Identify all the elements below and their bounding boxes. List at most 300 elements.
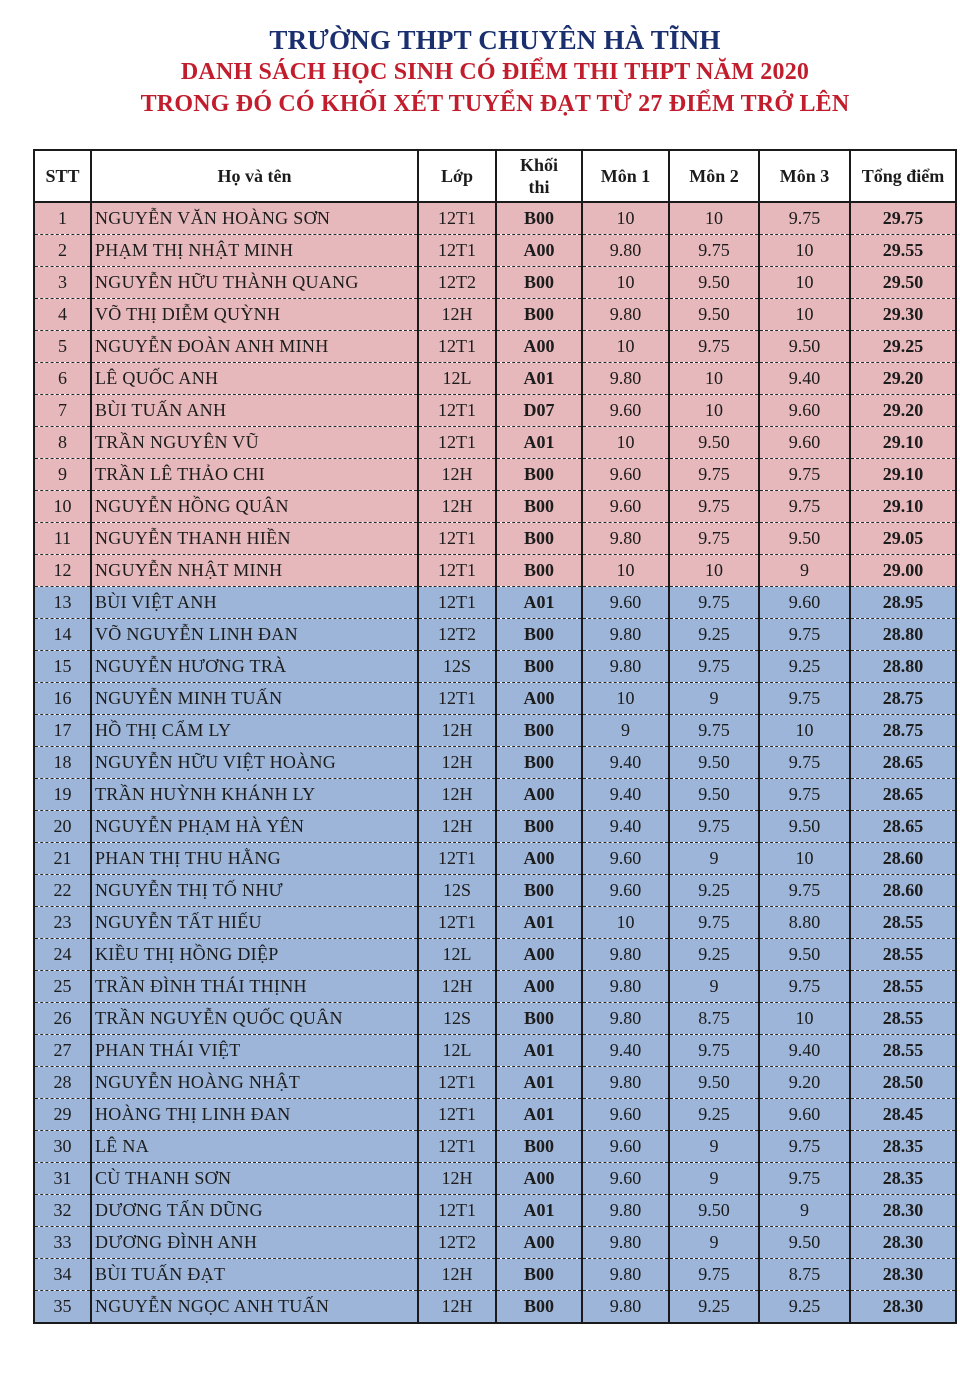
cell-name: TRẦN ĐÌNH THÁI THỊNH xyxy=(91,971,418,1003)
cell-stt: 27 xyxy=(34,1035,91,1067)
header-total: Tổng điểm xyxy=(850,150,956,202)
cell-block: B00 xyxy=(496,1131,582,1163)
cell-total: 28.30 xyxy=(850,1227,956,1259)
cell-name: PHẠM THỊ NHẬT MINH xyxy=(91,235,418,267)
cell-name: TRẦN NGUYỄN QUỐC QUÂN xyxy=(91,1003,418,1035)
header-name: Họ và tên xyxy=(91,150,418,202)
cell-class: 12T1 xyxy=(418,395,496,427)
cell-stt: 21 xyxy=(34,843,91,875)
table-row xyxy=(34,1195,956,1227)
cell-total: 29.10 xyxy=(850,427,956,459)
cell-subject-3: 10 xyxy=(759,843,850,875)
cell-block: B00 xyxy=(496,299,582,331)
cell-stt: 15 xyxy=(34,651,91,683)
cell-subject-2: 9.75 xyxy=(669,331,759,363)
cell-subject-2: 9.25 xyxy=(669,1099,759,1131)
cell-block: B00 xyxy=(496,202,582,235)
cell-subject-3: 9.75 xyxy=(759,459,850,491)
cell-name: BÙI VIỆT ANH xyxy=(91,587,418,619)
cell-subject-3: 9.60 xyxy=(759,427,850,459)
cell-block: D07 xyxy=(496,395,582,427)
cell-stt: 17 xyxy=(34,715,91,747)
cell-block: B00 xyxy=(496,715,582,747)
cell-block: B00 xyxy=(496,1003,582,1035)
cell-name: NGUYỄN THANH HIỀN xyxy=(91,523,418,555)
cell-subject-3: 9.75 xyxy=(759,619,850,651)
cell-subject-2: 9.75 xyxy=(669,491,759,523)
table-row xyxy=(34,331,956,363)
table-row xyxy=(34,202,956,235)
cell-class: 12H xyxy=(418,779,496,811)
cell-class: 12H xyxy=(418,1163,496,1195)
cell-class: 12T2 xyxy=(418,619,496,651)
cell-stt: 1 xyxy=(34,202,91,235)
cell-subject-1: 9.80 xyxy=(582,1067,669,1099)
table-row xyxy=(34,235,956,267)
cell-class: 12T1 xyxy=(418,1099,496,1131)
cell-stt: 20 xyxy=(34,811,91,843)
table-row xyxy=(34,1291,956,1324)
cell-subject-2: 9.75 xyxy=(669,811,759,843)
cell-subject-2: 9 xyxy=(669,1227,759,1259)
cell-name: NGUYỄN TẤT HIẾU xyxy=(91,907,418,939)
header-subject-3: Môn 3 xyxy=(759,150,850,202)
cell-class: 12H xyxy=(418,747,496,779)
table-row xyxy=(34,1067,956,1099)
cell-class: 12H xyxy=(418,715,496,747)
cell-subject-3: 9.50 xyxy=(759,1227,850,1259)
cell-subject-2: 9 xyxy=(669,843,759,875)
cell-total: 28.35 xyxy=(850,1163,956,1195)
cell-stt: 22 xyxy=(34,875,91,907)
cell-stt: 18 xyxy=(34,747,91,779)
cell-subject-1: 9.80 xyxy=(582,619,669,651)
cell-class: 12L xyxy=(418,939,496,971)
cell-total: 28.30 xyxy=(850,1195,956,1227)
cell-name: TRẦN LÊ THẢO CHI xyxy=(91,459,418,491)
cell-class: 12H xyxy=(418,971,496,1003)
table-row xyxy=(34,267,956,299)
cell-subject-2: 9.25 xyxy=(669,619,759,651)
cell-total: 28.30 xyxy=(850,1259,956,1291)
cell-subject-3: 8.80 xyxy=(759,907,850,939)
cell-class: 12T2 xyxy=(418,1227,496,1259)
cell-block: A01 xyxy=(496,907,582,939)
table-row xyxy=(34,395,956,427)
cell-subject-1: 9.40 xyxy=(582,811,669,843)
cell-subject-2: 9 xyxy=(669,971,759,1003)
cell-subject-3: 9.50 xyxy=(759,331,850,363)
cell-subject-3: 9.75 xyxy=(759,747,850,779)
cell-subject-1: 10 xyxy=(582,427,669,459)
cell-subject-2: 9.75 xyxy=(669,715,759,747)
cell-block: B00 xyxy=(496,1291,582,1324)
cell-subject-2: 9.75 xyxy=(669,651,759,683)
table-row xyxy=(34,1003,956,1035)
cell-subject-1: 9.80 xyxy=(582,1291,669,1324)
table-row xyxy=(34,587,956,619)
cell-subject-2: 8.75 xyxy=(669,1003,759,1035)
cell-subject-1: 9.80 xyxy=(582,235,669,267)
cell-subject-2: 9.25 xyxy=(669,875,759,907)
cell-subject-1: 9.80 xyxy=(582,523,669,555)
cell-block: A00 xyxy=(496,331,582,363)
cell-subject-3: 10 xyxy=(759,267,850,299)
table-row xyxy=(34,939,956,971)
table-header xyxy=(34,150,956,202)
cell-subject-1: 10 xyxy=(582,555,669,587)
cell-subject-1: 9.80 xyxy=(582,939,669,971)
cell-stt: 13 xyxy=(34,587,91,619)
cell-name: DƯƠNG TẤN DŨNG xyxy=(91,1195,418,1227)
cell-stt: 28 xyxy=(34,1067,91,1099)
cell-name: TRẦN NGUYÊN VŨ xyxy=(91,427,418,459)
cell-total: 29.20 xyxy=(850,395,956,427)
list-subtitle: TRONG ĐÓ CÓ KHỐI XÉT TUYỂN ĐẠT TỪ 27 ĐIỂM TRỞ LÊN xyxy=(140,91,850,117)
cell-subject-1: 9.80 xyxy=(582,299,669,331)
cell-class: 12T1 xyxy=(418,907,496,939)
cell-subject-1: 10 xyxy=(582,202,669,235)
cell-subject-2: 9.75 xyxy=(669,235,759,267)
cell-total: 29.20 xyxy=(850,363,956,395)
cell-subject-2: 9.50 xyxy=(669,1195,759,1227)
cell-subject-2: 9.75 xyxy=(669,523,759,555)
cell-subject-3: 9.75 xyxy=(759,491,850,523)
cell-class: 12H xyxy=(418,1259,496,1291)
cell-total: 28.55 xyxy=(850,971,956,1003)
cell-block: A01 xyxy=(496,1067,582,1099)
cell-subject-1: 9.40 xyxy=(582,779,669,811)
table-row xyxy=(34,1099,956,1131)
cell-class: 12T1 xyxy=(418,427,496,459)
list-title: DANH SÁCH HỌC SINH CÓ ĐIỂM THI THPT NĂM 2020 xyxy=(180,59,810,85)
table-row xyxy=(34,619,956,651)
table-row xyxy=(34,843,956,875)
cell-total: 29.00 xyxy=(850,555,956,587)
cell-name: PHAN THÁI VIỆT xyxy=(91,1035,418,1067)
cell-stt: 19 xyxy=(34,779,91,811)
cell-subject-3: 9.60 xyxy=(759,587,850,619)
cell-class: 12H xyxy=(418,491,496,523)
cell-name: CÙ THANH SƠN xyxy=(91,1163,418,1195)
cell-block: B00 xyxy=(496,1259,582,1291)
cell-block: B00 xyxy=(496,747,582,779)
cell-subject-2: 10 xyxy=(669,363,759,395)
cell-name: NGUYỄN NGỌC ANH TUẤN xyxy=(91,1291,418,1324)
cell-block: B00 xyxy=(496,555,582,587)
cell-subject-2: 9 xyxy=(669,1131,759,1163)
cell-subject-1: 9.60 xyxy=(582,843,669,875)
cell-name: NGUYỄN ĐOÀN ANH MINH xyxy=(91,331,418,363)
cell-subject-1: 9 xyxy=(582,715,669,747)
cell-subject-2: 10 xyxy=(669,395,759,427)
cell-name: NGUYỄN HỒNG QUÂN xyxy=(91,491,418,523)
cell-subject-1: 10 xyxy=(582,267,669,299)
cell-total: 28.60 xyxy=(850,843,956,875)
cell-block: A00 xyxy=(496,843,582,875)
table-row xyxy=(34,1131,956,1163)
cell-block: A00 xyxy=(496,683,582,715)
header-block xyxy=(496,150,582,202)
cell-subject-3: 9.50 xyxy=(759,523,850,555)
cell-total: 28.30 xyxy=(850,1291,956,1324)
cell-subject-3: 9.75 xyxy=(759,1131,850,1163)
cell-name: LÊ NA xyxy=(91,1131,418,1163)
cell-name: LÊ QUỐC ANH xyxy=(91,363,418,395)
header-block-line2: thi xyxy=(528,177,550,197)
table-row xyxy=(34,363,956,395)
cell-total: 28.55 xyxy=(850,1035,956,1067)
header-subject-1: Môn 1 xyxy=(582,150,669,202)
cell-class: 12H xyxy=(418,299,496,331)
cell-subject-1: 9.80 xyxy=(582,363,669,395)
cell-subject-3: 10 xyxy=(759,715,850,747)
cell-stt: 4 xyxy=(34,299,91,331)
cell-total: 28.55 xyxy=(850,1003,956,1035)
cell-subject-2: 9.50 xyxy=(669,299,759,331)
table-row xyxy=(34,1227,956,1259)
cell-name: NGUYỄN PHẠM HÀ YÊN xyxy=(91,811,418,843)
cell-class: 12T1 xyxy=(418,202,496,235)
cell-stt: 34 xyxy=(34,1259,91,1291)
cell-subject-1: 9.60 xyxy=(582,1099,669,1131)
table-row xyxy=(34,299,956,331)
cell-subject-3: 9.75 xyxy=(759,683,850,715)
cell-stt: 26 xyxy=(34,1003,91,1035)
header-subject-2: Môn 2 xyxy=(669,150,759,202)
cell-class: 12S xyxy=(418,875,496,907)
cell-subject-1: 9.60 xyxy=(582,587,669,619)
cell-class: 12T1 xyxy=(418,1067,496,1099)
cell-name: NGUYỄN VĂN HOÀNG SƠN xyxy=(91,202,418,235)
cell-subject-2: 9 xyxy=(669,683,759,715)
cell-subject-1: 9.80 xyxy=(582,1003,669,1035)
cell-subject-1: 9.80 xyxy=(582,971,669,1003)
cell-subject-3: 9.20 xyxy=(759,1067,850,1099)
cell-stt: 10 xyxy=(34,491,91,523)
cell-subject-3: 9.60 xyxy=(759,1099,850,1131)
cell-subject-3: 9 xyxy=(759,1195,850,1227)
cell-total: 28.80 xyxy=(850,651,956,683)
cell-subject-3: 10 xyxy=(759,235,850,267)
cell-subject-2: 9.75 xyxy=(669,587,759,619)
cell-name: VÕ NGUYỄN LINH ĐAN xyxy=(91,619,418,651)
cell-total: 28.50 xyxy=(850,1067,956,1099)
cell-subject-2: 9.25 xyxy=(669,1291,759,1324)
table-row xyxy=(34,1163,956,1195)
cell-subject-2: 9.50 xyxy=(669,1067,759,1099)
cell-total: 28.60 xyxy=(850,875,956,907)
cell-stt: 3 xyxy=(34,267,91,299)
cell-block: A01 xyxy=(496,427,582,459)
cell-name: NGUYỄN MINH TUẤN xyxy=(91,683,418,715)
cell-stt: 23 xyxy=(34,907,91,939)
cell-block: B00 xyxy=(496,267,582,299)
cell-total: 29.25 xyxy=(850,331,956,363)
cell-stt: 8 xyxy=(34,427,91,459)
cell-class: 12S xyxy=(418,651,496,683)
cell-subject-3: 9.50 xyxy=(759,939,850,971)
header-class: Lớp xyxy=(418,150,496,202)
cell-subject-2: 9.75 xyxy=(669,1035,759,1067)
cell-subject-1: 9.60 xyxy=(582,459,669,491)
cell-block: A00 xyxy=(496,939,582,971)
cell-total: 28.35 xyxy=(850,1131,956,1163)
cell-subject-3: 10 xyxy=(759,1003,850,1035)
cell-class: 12L xyxy=(418,363,496,395)
cell-stt: 29 xyxy=(34,1099,91,1131)
cell-block: B00 xyxy=(496,651,582,683)
cell-name: NGUYỄN HOÀNG NHẬT xyxy=(91,1067,418,1099)
cell-block: B00 xyxy=(496,459,582,491)
cell-stt: 16 xyxy=(34,683,91,715)
cell-stt: 6 xyxy=(34,363,91,395)
cell-subject-3: 9.75 xyxy=(759,779,850,811)
cell-total: 29.75 xyxy=(850,202,956,235)
cell-total: 28.65 xyxy=(850,747,956,779)
cell-class: 12H xyxy=(418,1291,496,1324)
table-body xyxy=(34,202,956,1323)
cell-class: 12T1 xyxy=(418,587,496,619)
table-row xyxy=(34,779,956,811)
cell-subject-3: 9 xyxy=(759,555,850,587)
cell-total: 28.55 xyxy=(850,907,956,939)
cell-subject-1: 9.40 xyxy=(582,1035,669,1067)
cell-subject-2: 9 xyxy=(669,1163,759,1195)
cell-subject-2: 9.50 xyxy=(669,747,759,779)
table-row xyxy=(34,523,956,555)
table-row xyxy=(34,971,956,1003)
cell-subject-2: 9.75 xyxy=(669,907,759,939)
cell-total: 29.10 xyxy=(850,459,956,491)
cell-subject-3: 9.25 xyxy=(759,651,850,683)
cell-stt: 2 xyxy=(34,235,91,267)
cell-stt: 12 xyxy=(34,555,91,587)
cell-total: 29.30 xyxy=(850,299,956,331)
cell-name: NGUYỄN NHẬT MINH xyxy=(91,555,418,587)
cell-total: 28.55 xyxy=(850,939,956,971)
cell-subject-1: 9.40 xyxy=(582,747,669,779)
cell-subject-3: 9.40 xyxy=(759,1035,850,1067)
table-row xyxy=(34,555,956,587)
cell-subject-1: 10 xyxy=(582,331,669,363)
cell-subject-2: 9.50 xyxy=(669,267,759,299)
cell-subject-3: 9.75 xyxy=(759,1163,850,1195)
table-row xyxy=(34,1035,956,1067)
cell-subject-1: 9.60 xyxy=(582,875,669,907)
cell-subject-3: 9.40 xyxy=(759,363,850,395)
cell-total: 29.55 xyxy=(850,235,956,267)
cell-block: B00 xyxy=(496,523,582,555)
cell-class: 12T1 xyxy=(418,235,496,267)
cell-class: 12T2 xyxy=(418,267,496,299)
table-row xyxy=(34,811,956,843)
cell-block: A00 xyxy=(496,971,582,1003)
cell-name: NGUYỄN HƯƠNG TRÀ xyxy=(91,651,418,683)
score-table xyxy=(33,149,957,1324)
cell-stt: 24 xyxy=(34,939,91,971)
cell-subject-2: 10 xyxy=(669,555,759,587)
cell-block: A00 xyxy=(496,235,582,267)
table-row xyxy=(34,651,956,683)
cell-stt: 14 xyxy=(34,619,91,651)
school-title: TRƯỜNG THPT CHUYÊN HÀ TĨNH xyxy=(269,25,721,55)
cell-total: 28.65 xyxy=(850,811,956,843)
cell-stt: 33 xyxy=(34,1227,91,1259)
cell-name: KIỀU THỊ HỒNG DIỆP xyxy=(91,939,418,971)
cell-class: 12T1 xyxy=(418,683,496,715)
cell-subject-3: 9.60 xyxy=(759,395,850,427)
cell-subject-2: 9.75 xyxy=(669,1259,759,1291)
table-row xyxy=(34,875,956,907)
cell-block: A01 xyxy=(496,587,582,619)
cell-stt: 32 xyxy=(34,1195,91,1227)
cell-name: NGUYỄN HỮU VIỆT HOÀNG xyxy=(91,747,418,779)
cell-stt: 7 xyxy=(34,395,91,427)
cell-subject-2: 10 xyxy=(669,202,759,235)
cell-block: A01 xyxy=(496,1195,582,1227)
cell-block: A00 xyxy=(496,1227,582,1259)
cell-total: 29.50 xyxy=(850,267,956,299)
cell-stt: 25 xyxy=(34,971,91,1003)
cell-subject-1: 9.60 xyxy=(582,1163,669,1195)
header-stt: STT xyxy=(34,150,91,202)
cell-name: BÙI TUẤN ANH xyxy=(91,395,418,427)
cell-block: B00 xyxy=(496,811,582,843)
cell-subject-3: 9.75 xyxy=(759,202,850,235)
cell-block: A00 xyxy=(496,1163,582,1195)
cell-block: A01 xyxy=(496,1099,582,1131)
cell-total: 28.80 xyxy=(850,619,956,651)
cell-name: HỒ THỊ CẨM LY xyxy=(91,715,418,747)
cell-block: A00 xyxy=(496,779,582,811)
cell-name: HOÀNG THỊ LINH ĐAN xyxy=(91,1099,418,1131)
cell-subject-1: 9.60 xyxy=(582,491,669,523)
cell-name: VÕ THỊ DIỄM QUỲNH xyxy=(91,299,418,331)
table-row xyxy=(34,427,956,459)
cell-block: B00 xyxy=(496,875,582,907)
cell-subject-1: 10 xyxy=(582,683,669,715)
cell-stt: 9 xyxy=(34,459,91,491)
cell-name: TRẦN HUỲNH KHÁNH LY xyxy=(91,779,418,811)
cell-total: 28.65 xyxy=(850,779,956,811)
cell-class: 12L xyxy=(418,1035,496,1067)
cell-subject-3: 8.75 xyxy=(759,1259,850,1291)
cell-class: 12T1 xyxy=(418,331,496,363)
cell-stt: 5 xyxy=(34,331,91,363)
cell-total: 29.05 xyxy=(850,523,956,555)
table-row xyxy=(34,491,956,523)
cell-stt: 35 xyxy=(34,1291,91,1324)
cell-subject-2: 9.75 xyxy=(669,459,759,491)
cell-block: B00 xyxy=(496,491,582,523)
cell-subject-1: 9.80 xyxy=(582,1195,669,1227)
cell-name: DƯƠNG ĐÌNH ANH xyxy=(91,1227,418,1259)
document-header xyxy=(0,24,960,120)
cell-stt: 30 xyxy=(34,1131,91,1163)
cell-subject-3: 9.50 xyxy=(759,811,850,843)
cell-class: 12S xyxy=(418,1003,496,1035)
table-row xyxy=(34,683,956,715)
cell-total: 28.75 xyxy=(850,715,956,747)
cell-subject-1: 9.80 xyxy=(582,1259,669,1291)
table-row xyxy=(34,459,956,491)
cell-subject-1: 9.60 xyxy=(582,1131,669,1163)
cell-block: B00 xyxy=(496,619,582,651)
table-row xyxy=(34,907,956,939)
cell-class: 12T1 xyxy=(418,843,496,875)
cell-name: BÙI TUẤN ĐẠT xyxy=(91,1259,418,1291)
